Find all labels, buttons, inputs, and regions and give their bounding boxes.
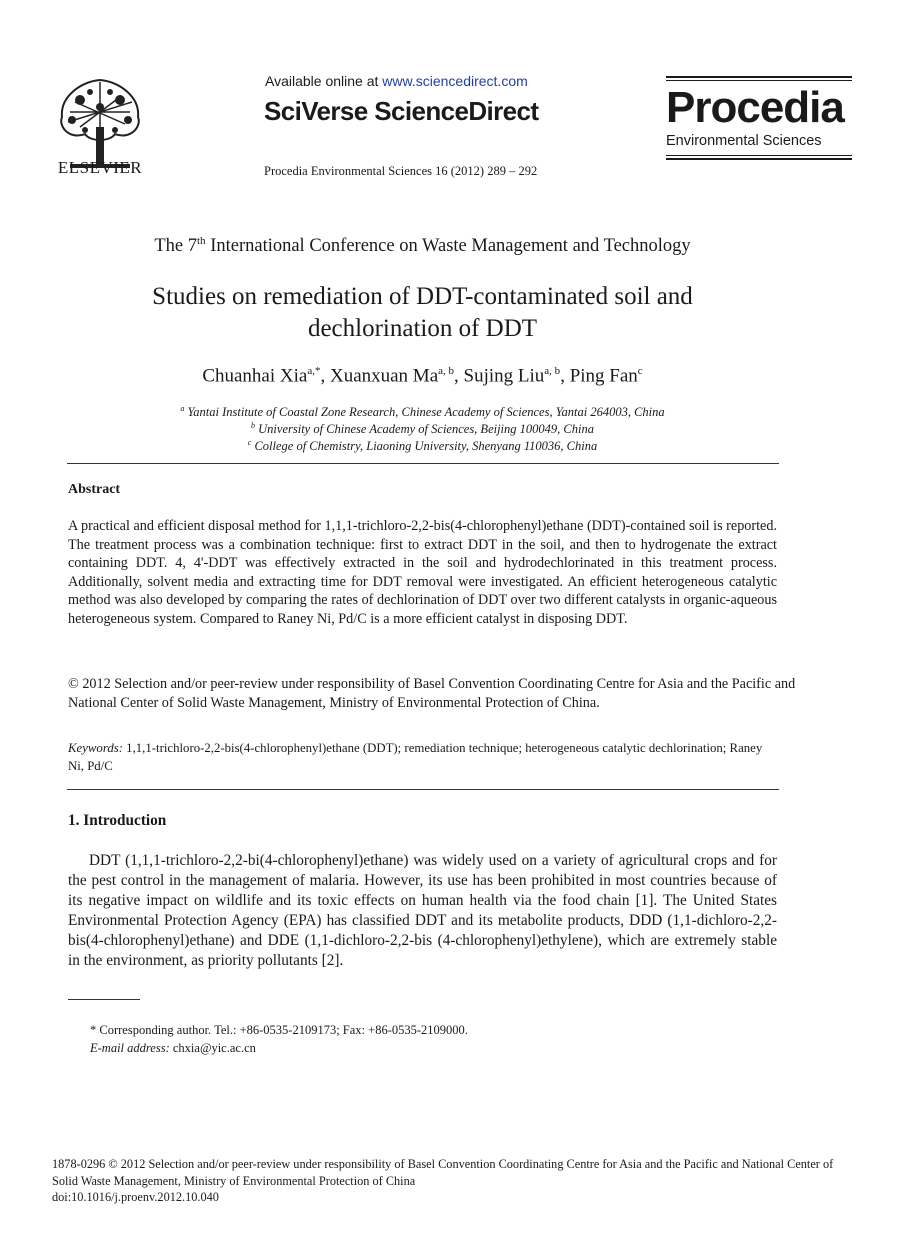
title-line-1: Studies on remediation of DDT-contaminated soil and [152,283,693,310]
author-affil-sup: c [637,365,643,377]
platform-name: SciVerse ScienceDirect [264,96,539,126]
affiliation [0,404,845,420]
author: Chuanhai Xia [202,365,308,387]
conference-prefix: The 7 [154,236,197,257]
email-note [90,1041,256,1056]
footnote-rule [68,999,140,1000]
author-list: Chuanhai Xia$^{a,*}$, Xuanxuan Ma$^{a, b}$, Sujing Liu$^{a, b}$, Ping Fan$^c$ [202,365,643,387]
author: Sujing Liu [463,365,545,387]
abstract-heading: Abstract [68,482,121,497]
author: Xuanxuan Ma [329,365,439,387]
divider [67,789,779,790]
brand-rule-top-thin [666,80,852,81]
availability-line [265,73,528,89]
brand-rule-bottom-thin [666,155,852,156]
email-address: chxia@yic.ac.cn [169,1041,256,1055]
journal-reference: Procedia Environmental Sciences 16 (2012) 289 – 292 [264,164,538,178]
email-label: E-mail address: [90,1041,170,1055]
affiliation-text: Yantai Institute of Coastal Zone Research, Chinese Academy of Sciences, Yantai 264003, China [187,405,665,420]
author-affil-sup: a,* [307,365,321,377]
brand-rule-bottom [666,158,852,160]
keywords-text: 1,1,1-trichloro-2,2-bis(4-chlorophenyl)ethane (DDT); remediation technique; heterogeneous catalytic dechlorination; Raney Ni, Pd/C [68,741,763,773]
affiliation-sup: c [247,438,252,447]
affiliation-sup: b [251,421,256,430]
corresponding-author-note: * Corresponding author. Tel.: +86-0535-2109173; Fax: +86-0535-2109000. [90,1023,468,1037]
footer-copyright: 1878-0296 © 2012 Selection and/or peer-review under responsibility of Basel Convention Coordinating Centre for Asia and the Pacific and National Center of Solid Waste Management, Ministry of Environmental Protection of China [52,1157,834,1188]
author: Ping Fan [569,365,638,387]
title-line-2: dechlorination of DDT [307,315,538,342]
sciencedirect-link[interactable]: www.sciencedirect.com [382,73,528,89]
author-affil-sup: a, b [438,365,455,377]
abstract-body: A practical and efficient disposal method for 1,1,1-trichloro-2,2-bis(4-chlorophenyl)ethane (DDT)-contained soil is reported. The treatment process was a combination technique: first to extract DDT in the soil, and then to hydrogenate the extract containing DDT. 4, 4'-DDT was effectively extracted in the soil and hydrodechlorinated in this treatment process. Additionally, solvent media and extracting time for DDT removal were investigated. An efficient heterogeneous catalytic method was also developed by comparing the rates of dechlorination of DDT over two different catalysts in organic-aqueous heterogeneous system. Compared to Raney Ni, Pd/C is a more efficient catalyst in disposing DDT. [68,518,777,627]
available-prefix: Available online at [265,73,383,89]
divider [67,463,779,464]
abstract-copyright: © 2012 Selection and/or peer-review under responsibility of Basel Convention Coordinating Centre for Asia and the Pacific and National Center of Solid Waste Management, Ministry of Environmental Protection of China. [68,676,796,711]
conference-sup: th [197,235,206,247]
affiliation-text: College of Chemistry, Liaoning University, Shenyang 110036, China [254,439,598,454]
brand-rule-top [666,76,852,78]
conference-name [0,235,845,257]
footer-doi: doi:10.1016/j.proenv.2012.10.040 [52,1190,219,1204]
affiliation-text: University of Chinese Academy of Sciences, Beijing 100049, China [258,422,594,437]
affiliation-sup: a [180,404,185,413]
conference-suffix: International Conference on Waste Management and Technology [205,236,691,257]
brand-title: Procedia [666,83,844,132]
author-affil-sup: a, b [544,365,561,377]
introduction-body: DDT (1,1,1-trichloro-2,2-bi(4-chlorophenyl)ethane) was widely used on a variety of agricultural crops and for the pest control in the management of malaria. However, its use has been prohibited in most countries because of its negative impact on wildlife and its toxic effects on human health via the food chain [1]. The United States Environmental Protection Agency (EPA) has classified DDT and its metabolite products, DDD (1,1-dichloro-2,2-bis(4-chlorophenyl)ethane) and DDE (1,1-dichloro-2,2-bis (4-chlorophenyl)ethylene), which are extremely stable in the environment, as priority pollutants [2]. [68,852,777,969]
journal-brand [666,76,852,162]
keywords-label: Keywords: [68,741,123,755]
publisher-name: ELSEVIER [57,158,143,177]
keywords [68,739,768,775]
page-footer [52,1156,857,1206]
brand-subtitle: Environmental Sciences [666,133,822,149]
introduction-heading: 1. Introduction [68,812,167,829]
affiliation [0,421,845,437]
paper-title [0,281,845,345]
affiliation [0,438,845,454]
